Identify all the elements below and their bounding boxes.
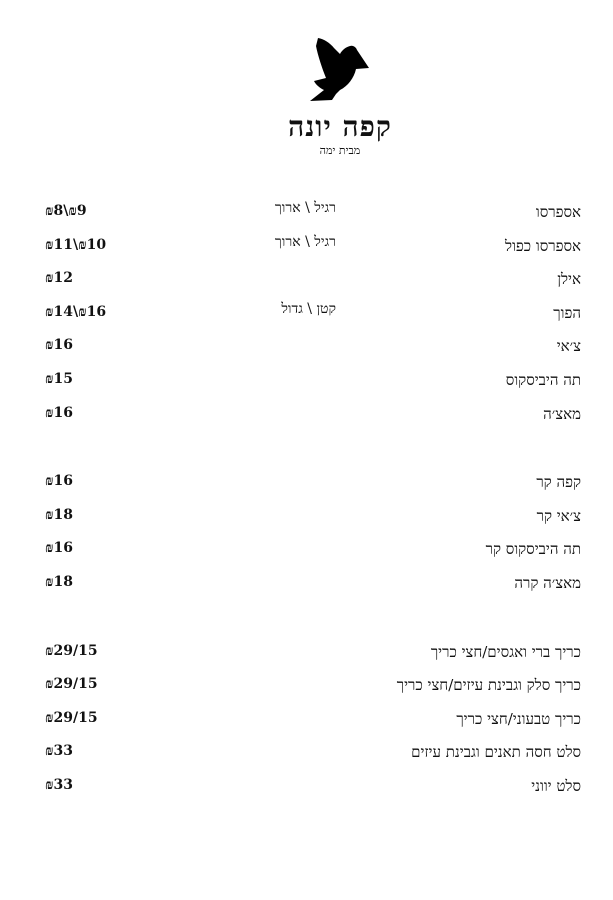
menu-item: [0, 707, 613, 741]
menu-section-hot-drinks: [0, 200, 613, 435]
item-name: אספרסו כפול: [505, 236, 581, 255]
item-size-options: קטן \ גדול: [281, 300, 336, 317]
menu-item: [0, 334, 613, 368]
item-price: ₪18: [45, 573, 73, 590]
item-name: סלט חסה תאנים וגבינת עיזים: [411, 743, 581, 762]
item-price: ₪16: [45, 540, 73, 557]
menu-section-food: [0, 640, 613, 808]
item-price: ₪12: [45, 270, 73, 287]
item-name: מאצ׳ה: [543, 404, 581, 423]
item-name: צ׳אי: [556, 337, 581, 356]
menu-list: [0, 200, 613, 808]
menu-item: [0, 234, 613, 268]
cafe-subtitle: מבית ימה: [319, 144, 361, 157]
item-price: ₪29/15: [45, 642, 98, 659]
menu-header: [0, 0, 613, 165]
item-size-options: רגיל \ ארוך: [274, 233, 336, 250]
item-price: ₪33: [45, 776, 73, 793]
item-name: אילן: [557, 270, 581, 289]
item-price: ₪8\₪9: [45, 203, 87, 219]
item-name: הפוך: [553, 303, 581, 322]
item-name: כריך טבעוני/חצי כריך: [456, 709, 581, 728]
menu-item: [0, 537, 613, 571]
cafe-title: קפה יונה: [288, 110, 392, 143]
menu-item: [0, 774, 613, 808]
item-name: תה היביסקוס: [505, 370, 581, 389]
item-price: ₪33: [45, 743, 73, 760]
menu-item: [0, 200, 613, 234]
dove-icon: [306, 38, 372, 102]
item-size-options: רגיל \ ארוך: [274, 200, 336, 216]
item-price: ₪16: [45, 337, 73, 354]
menu-item: [0, 402, 613, 436]
item-price: ₪29/15: [45, 676, 98, 693]
menu-item: [0, 673, 613, 707]
item-name: סלט יווני: [531, 776, 581, 795]
menu-item: [0, 267, 613, 301]
menu-item: [0, 470, 613, 504]
item-name: אספרסו: [535, 203, 581, 221]
menu-item: [0, 301, 613, 335]
item-name: כריך סלק וגבינת עיזים/חצי כריך: [396, 676, 581, 695]
item-name: תה היביסקוס קר: [485, 540, 581, 559]
menu-item: [0, 571, 613, 605]
item-price: ₪18: [45, 506, 73, 523]
item-price: ₪29/15: [45, 709, 98, 726]
item-price: ₪11\₪10: [45, 236, 107, 253]
item-price: ₪15: [45, 370, 73, 387]
menu-item: [0, 740, 613, 774]
item-name: כריך ברי ואגסים/חצי כריך: [430, 642, 581, 661]
item-name: קפה קר: [536, 473, 581, 492]
menu-item: [0, 640, 613, 674]
item-price: ₪16: [45, 404, 73, 421]
menu-item: [0, 368, 613, 402]
item-name: מאצ׳ה קרה: [514, 573, 581, 592]
menu-section-cold-drinks: [0, 470, 613, 604]
menu-item: [0, 504, 613, 538]
item-price: ₪14\₪16: [45, 303, 107, 320]
item-name: צ׳אי קר: [536, 506, 581, 525]
item-price: ₪16: [45, 473, 73, 490]
